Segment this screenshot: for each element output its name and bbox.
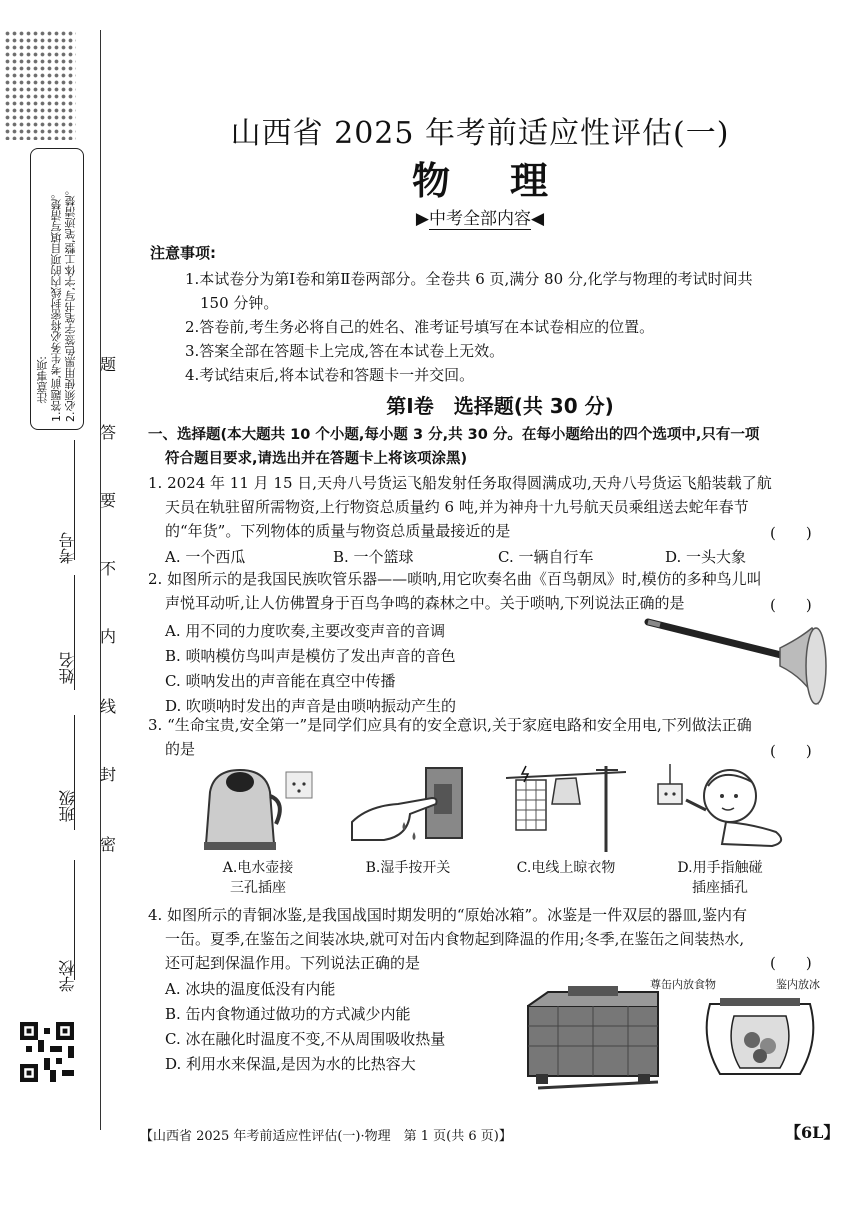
- q3-stem: 的是: [165, 740, 196, 758]
- binding-notice-title: 注意事项:: [36, 356, 49, 404]
- wire-clothes-image: [506, 762, 626, 854]
- note-item: 3.答案全部在答题卡上完成,答在本试卷上无效。: [185, 342, 505, 360]
- q1-option-b: B. 一个篮球: [333, 548, 414, 566]
- jian-label-food: 尊缶内放食物: [650, 978, 716, 991]
- suona-image: [640, 608, 830, 708]
- exam-title: 山西省 2025 年考前适应性评估(一): [230, 116, 730, 151]
- blank-school-line: [74, 860, 75, 980]
- jian-label-ice: 鉴内放冰: [776, 978, 820, 991]
- q2-answer-paren: ( ): [770, 596, 812, 614]
- q2-option-d: D. 吹唢呐时发出的声音是由唢呐振动产生的: [165, 697, 457, 715]
- binding-dot-pattern: [4, 30, 76, 140]
- q4-option-c: C. 冰在融化时温度不变,不从周围吸收热量: [165, 1030, 446, 1048]
- q3-answer-paren: ( ): [770, 742, 812, 760]
- qr-code-icon: [20, 1022, 74, 1082]
- label-school: 学校: [58, 960, 77, 992]
- q3-option-d-line1: D.用手指触碰: [677, 860, 763, 876]
- q4-answer-paren: ( ): [770, 954, 812, 972]
- q3-option-a: [198, 858, 318, 898]
- binding-notice-1: 1.答题前,考生务必将密封线内的项目填写清楚。: [50, 188, 63, 422]
- child-socket-image: [656, 762, 796, 854]
- q2-option-b: B. 唢呐模仿鸟叫声是模仿了发出声音的音色: [165, 647, 456, 665]
- kettle-image: [190, 762, 330, 854]
- q3-option-a-line1: A.电水壶接: [222, 860, 294, 876]
- jian-diagram-image: [690, 990, 830, 1085]
- q4-option-a: A. 冰块的温度低没有内能: [165, 980, 336, 998]
- seal-char: 不: [100, 559, 117, 578]
- wet-hand-switch-image: [348, 762, 468, 854]
- exam-scope: [380, 204, 580, 229]
- label-name: 姓名: [58, 652, 77, 684]
- q1-option-d: D. 一头大象: [665, 548, 747, 566]
- triangle-right-icon: ▶: [415, 209, 429, 229]
- blank-class-line: [74, 715, 75, 830]
- q1-option-a: A. 一个西瓜: [165, 548, 246, 566]
- q3-option-d: [660, 858, 780, 898]
- bronze-jian-image: [508, 986, 678, 1091]
- q2-option-a: A. 用不同的力度吹奏,主要改变声音的音调: [165, 622, 446, 640]
- q3-option-b: B.湿手按开关: [365, 860, 451, 876]
- note-item: 1.本试卷分为第Ⅰ卷和第Ⅱ卷两部分。全卷共 6 页,满分 80 分,化学与物理的考试时间共: [185, 270, 753, 288]
- q1-stem: 1. 2024 年 11 月 15 日,天舟八号货运飞船发射任务取得圆满成功,天舟八号货运飞船装载了航: [148, 474, 772, 492]
- section-instruction: 符合题目要求,请选出并在答题卡上将该项涂黑): [165, 451, 468, 467]
- q4-option-b: B. 缶内食物通过做功的方式减少内能: [165, 1005, 411, 1023]
- q4-stem: 还可起到保温作用。下列说法正确的是: [165, 954, 421, 972]
- seal-char: 密: [100, 835, 117, 854]
- q1-stem: 的“年货”。下列物体的质量与物资总质量最接近的是: [165, 522, 511, 540]
- q3-stem: 3. “生命宝贵,安全第一”是同学们应具有的安全意识,关于家庭电路和安全用电,下列做法正确: [148, 716, 752, 734]
- seal-char: 内: [100, 627, 117, 646]
- seal-char: 要: [100, 491, 117, 510]
- page-code: 【6L】: [785, 1123, 840, 1142]
- note-item: 2.答卷前,考生务必将自己的姓名、准考证号填写在本试卷相应的位置。: [185, 318, 655, 336]
- q1-option-c: C. 一辆自行车: [498, 548, 594, 566]
- binding-line: [100, 30, 101, 1130]
- note-item: 150 分钟。: [200, 294, 279, 312]
- q3-option-c: C.电线上晾衣物: [516, 860, 616, 876]
- section-instruction: 一、选择题(本大题共 10 个小题,每小题 3 分,共 30 分。在每小题给出的四个选项中,只有一项: [148, 427, 760, 443]
- note-item: 4.考试结束后,将本试卷和答题卡一并交回。: [185, 366, 475, 384]
- q4-stem: 4. 如图所示的青铜冰鉴,是我国战国时期发明的“原始冰箱”。冰鉴是一件双层的器皿,鉴内有: [148, 906, 747, 924]
- triangle-left-icon: ◀: [531, 209, 545, 229]
- seal-char: 题: [100, 355, 117, 374]
- binding-notice-2: 2.必须使用黑色签字笔书写,字体工整,笔迹清楚。: [64, 184, 77, 422]
- seal-char: 答: [100, 423, 117, 442]
- section-title: 第Ⅰ卷 选择题(共 30 分): [386, 394, 614, 418]
- seal-char: 线: [100, 697, 117, 716]
- scope-text: 中考全部内容: [429, 209, 531, 229]
- q4-stem: 一缶。夏季,在鉴缶之间装冰块,就可对缶内食物起到降温的作用;冬季,在鉴缶之间装热水,: [165, 930, 745, 948]
- seal-char: 封: [100, 765, 117, 784]
- q1-stem: 天员在轨驻留所需物资,上行物资总质量约 6 吨,并为神舟十九号航天员乘组送去蛇年春节: [165, 498, 749, 516]
- q2-stem: 2. 如图所示的是我国民族吹管乐器——唢呐,用它吹奏名曲《百鸟朝凤》时,模仿的多种鸟儿叫: [148, 570, 762, 588]
- q2-stem: 声悦耳动听,让人仿佛置身于百鸟争鸣的森林之中。关于唢呐,下列说法正确的是: [165, 594, 685, 612]
- subject-title: 物理: [411, 158, 608, 203]
- q3-option-d-line2: 插座插孔: [692, 880, 748, 896]
- blank-name-line: [74, 575, 75, 690]
- label-id: 考号: [58, 532, 77, 564]
- blank-id-line: [74, 440, 75, 560]
- label-class: 班级: [58, 790, 77, 822]
- q4-option-d: D. 利用水来保温,是因为水的比热容大: [165, 1055, 416, 1073]
- page-footer: 【山西省 2025 年考前适应性评估(一)·物理 第 1 页(共 6 页)】: [140, 1129, 512, 1144]
- q2-option-c: C. 唢呐发出的声音能在真空中传播: [165, 672, 396, 690]
- notes-title: 注意事项:: [150, 244, 216, 262]
- q3-option-a-line2: 三孔插座: [230, 880, 286, 896]
- q1-answer-paren: ( ): [770, 524, 812, 542]
